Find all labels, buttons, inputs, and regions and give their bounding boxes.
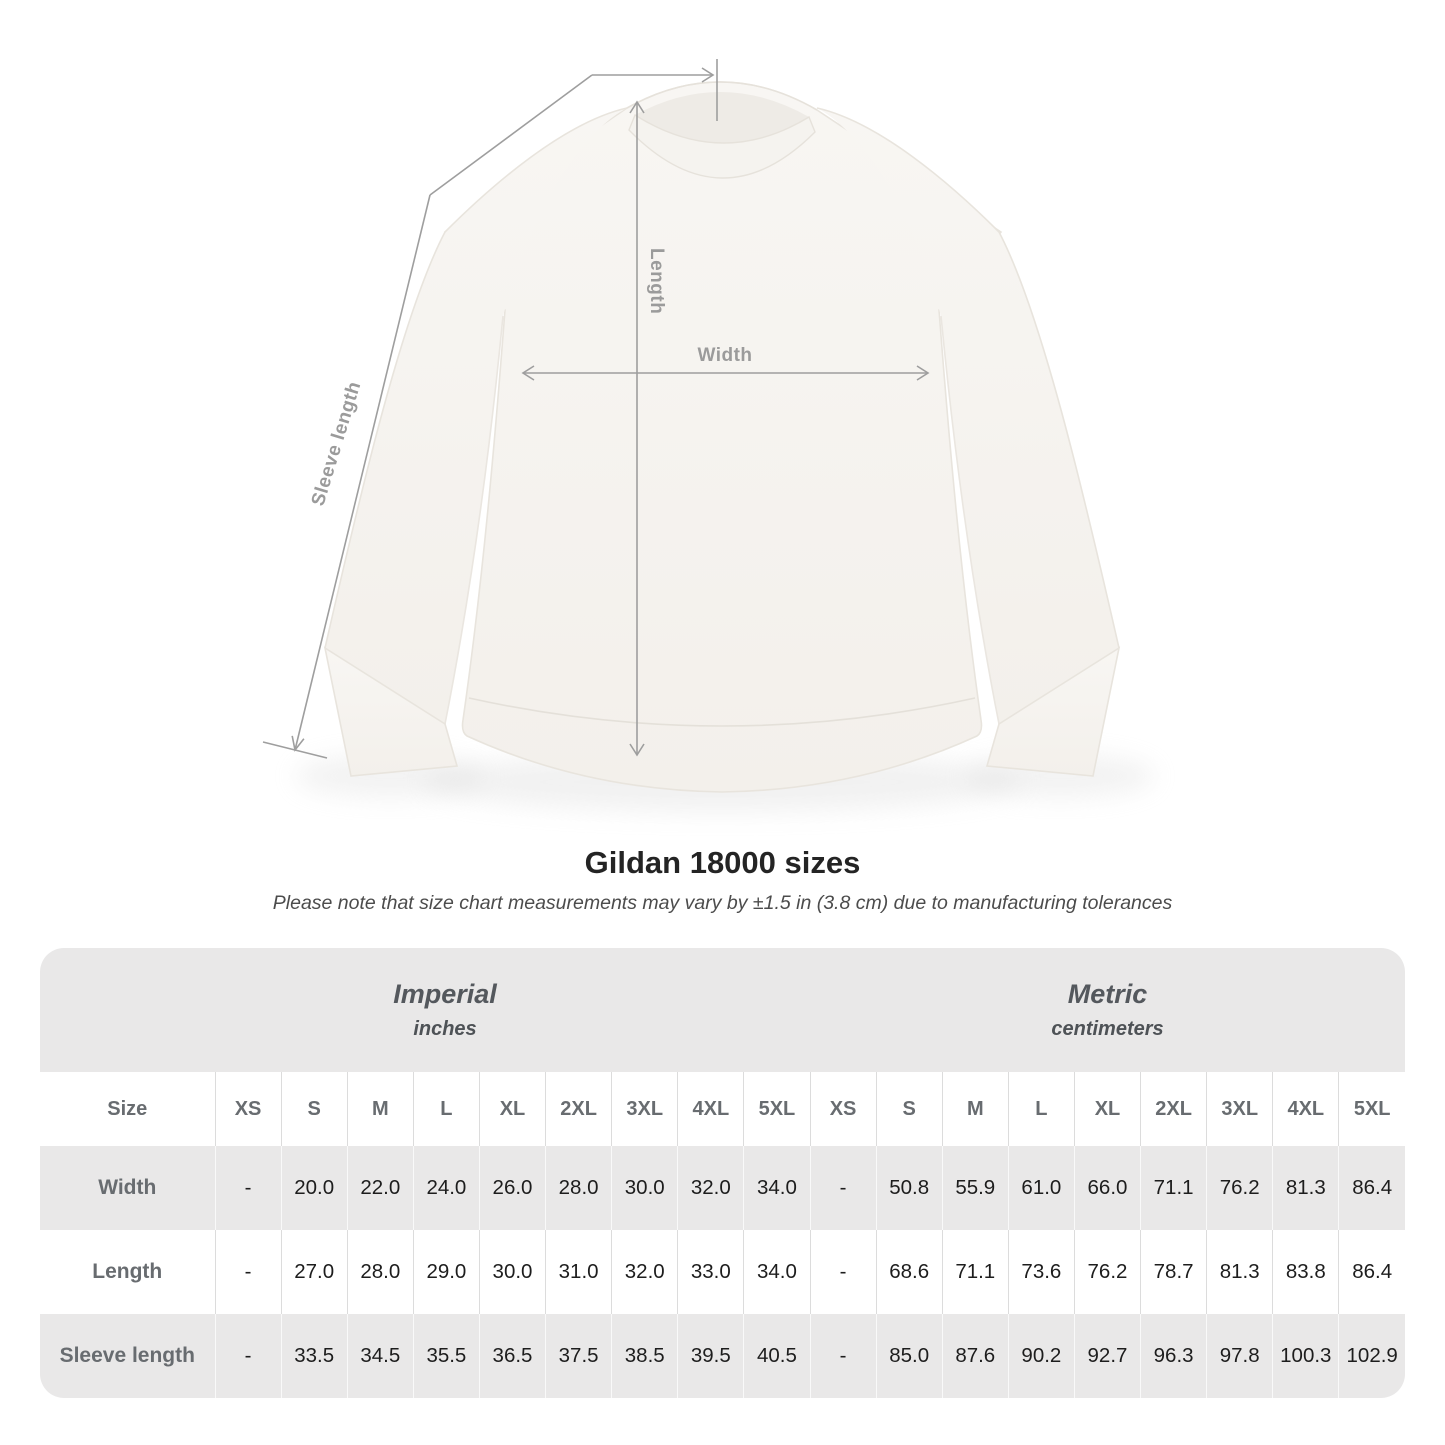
size-cell: 92.7	[1074, 1314, 1140, 1398]
size-cell: -	[810, 1230, 876, 1314]
size-cell: 73.6	[1008, 1230, 1074, 1314]
size-cell: 86.4	[1339, 1230, 1405, 1314]
size-cell: 55.9	[942, 1146, 1008, 1230]
size-cell: 68.6	[876, 1230, 942, 1314]
size-cell: 34.0	[744, 1146, 810, 1230]
length-label: Length	[646, 248, 667, 315]
size-col-header: XL	[1074, 1072, 1140, 1146]
size-cell: 78.7	[1141, 1230, 1207, 1314]
size-cell: 28.0	[546, 1146, 612, 1230]
size-cell: 76.2	[1207, 1146, 1273, 1230]
size-cell: 35.5	[413, 1314, 479, 1398]
size-cell: 30.0	[479, 1230, 545, 1314]
sleeve-length-label: Sleeve length	[307, 378, 366, 509]
size-cell: 22.0	[347, 1146, 413, 1230]
size-cell: 30.0	[612, 1146, 678, 1230]
size-col-header: 4XL	[678, 1072, 744, 1146]
size-col-header: 3XL	[612, 1072, 678, 1146]
size-cell: 100.3	[1273, 1314, 1339, 1398]
size-cell: 32.0	[612, 1230, 678, 1314]
size-cell: 90.2	[1008, 1314, 1074, 1398]
size-col-header: M	[347, 1072, 413, 1146]
size-cell: -	[215, 1230, 281, 1314]
width-label: Width	[697, 345, 753, 366]
size-cell: 61.0	[1008, 1146, 1074, 1230]
size-cell: 34.5	[347, 1314, 413, 1398]
size-cell: 66.0	[1074, 1146, 1140, 1230]
imperial-group-name: Imperial	[393, 979, 497, 1009]
size-col-header: XL	[479, 1072, 545, 1146]
imperial-group-header	[40, 948, 810, 1072]
size-cell: 33.0	[678, 1230, 744, 1314]
size-cell: 96.3	[1141, 1314, 1207, 1398]
size-cell: 40.5	[744, 1314, 810, 1398]
size-col-header: L	[413, 1072, 479, 1146]
size-row-header: Size	[40, 1072, 215, 1146]
size-cell: -	[215, 1146, 281, 1230]
size-cell: 81.3	[1273, 1146, 1339, 1230]
size-col-header: 5XL	[744, 1072, 810, 1146]
size-cell: 50.8	[876, 1146, 942, 1230]
size-cell: 33.5	[281, 1314, 347, 1398]
size-cell: 85.0	[876, 1314, 942, 1398]
size-col-header: XS	[810, 1072, 876, 1146]
size-cell: -	[215, 1314, 281, 1398]
size-cell: 102.9	[1339, 1314, 1405, 1398]
size-cell: 37.5	[546, 1314, 612, 1398]
size-cell: 87.6	[942, 1314, 1008, 1398]
size-cell: 97.8	[1207, 1314, 1273, 1398]
row-label: Sleeve length	[40, 1314, 215, 1398]
size-cell: 71.1	[942, 1230, 1008, 1314]
size-cell: 20.0	[281, 1146, 347, 1230]
size-col-header: 5XL	[1339, 1072, 1405, 1146]
size-cell: 38.5	[612, 1314, 678, 1398]
table-row-length	[40, 1230, 1405, 1314]
size-col-header: S	[281, 1072, 347, 1146]
row-label: Length	[40, 1230, 215, 1314]
size-cell: 26.0	[479, 1146, 545, 1230]
metric-group-name: Metric	[1067, 979, 1148, 1009]
size-col-header: 2XL	[546, 1072, 612, 1146]
product-figure	[205, 20, 1245, 850]
size-cell: -	[810, 1146, 876, 1230]
size-col-header: S	[876, 1072, 942, 1146]
tolerance-note: Please note that size chart measurements may vary by ±1.5 in (3.8 cm) due to manufacturing tolerances	[272, 892, 1173, 914]
size-col-header: XS	[215, 1072, 281, 1146]
size-table	[40, 948, 1405, 1398]
size-cell: 28.0	[347, 1230, 413, 1314]
sweatshirt-illustration	[205, 20, 1245, 850]
size-cell: 32.0	[678, 1146, 744, 1230]
size-chart-title: Gildan 18000 sizes	[584, 845, 861, 880]
size-cell: 71.1	[1141, 1146, 1207, 1230]
size-col-header: L	[1008, 1072, 1074, 1146]
imperial-group-unit: inches	[413, 1018, 477, 1040]
size-cell: 83.8	[1273, 1230, 1339, 1314]
size-cell: 29.0	[413, 1230, 479, 1314]
size-cell: 24.0	[413, 1146, 479, 1230]
metric-group-header	[810, 948, 1405, 1072]
metric-group-unit: centimeters	[1051, 1018, 1164, 1040]
size-cell: 31.0	[546, 1230, 612, 1314]
size-col-header: M	[942, 1072, 1008, 1146]
size-col-header: 4XL	[1273, 1072, 1339, 1146]
table-row-width	[40, 1146, 1405, 1230]
size-cell: 86.4	[1339, 1146, 1405, 1230]
size-cell: -	[810, 1314, 876, 1398]
size-cell: 76.2	[1074, 1230, 1140, 1314]
size-cell: 39.5	[678, 1314, 744, 1398]
size-col-header: 2XL	[1141, 1072, 1207, 1146]
size-cell: 81.3	[1207, 1230, 1273, 1314]
size-col-header: 3XL	[1207, 1072, 1273, 1146]
size-cell: 36.5	[479, 1314, 545, 1398]
table-row-sleeve-length	[40, 1314, 1405, 1398]
row-label: Width	[40, 1146, 215, 1230]
size-cell: 27.0	[281, 1230, 347, 1314]
size-cell: 34.0	[744, 1230, 810, 1314]
